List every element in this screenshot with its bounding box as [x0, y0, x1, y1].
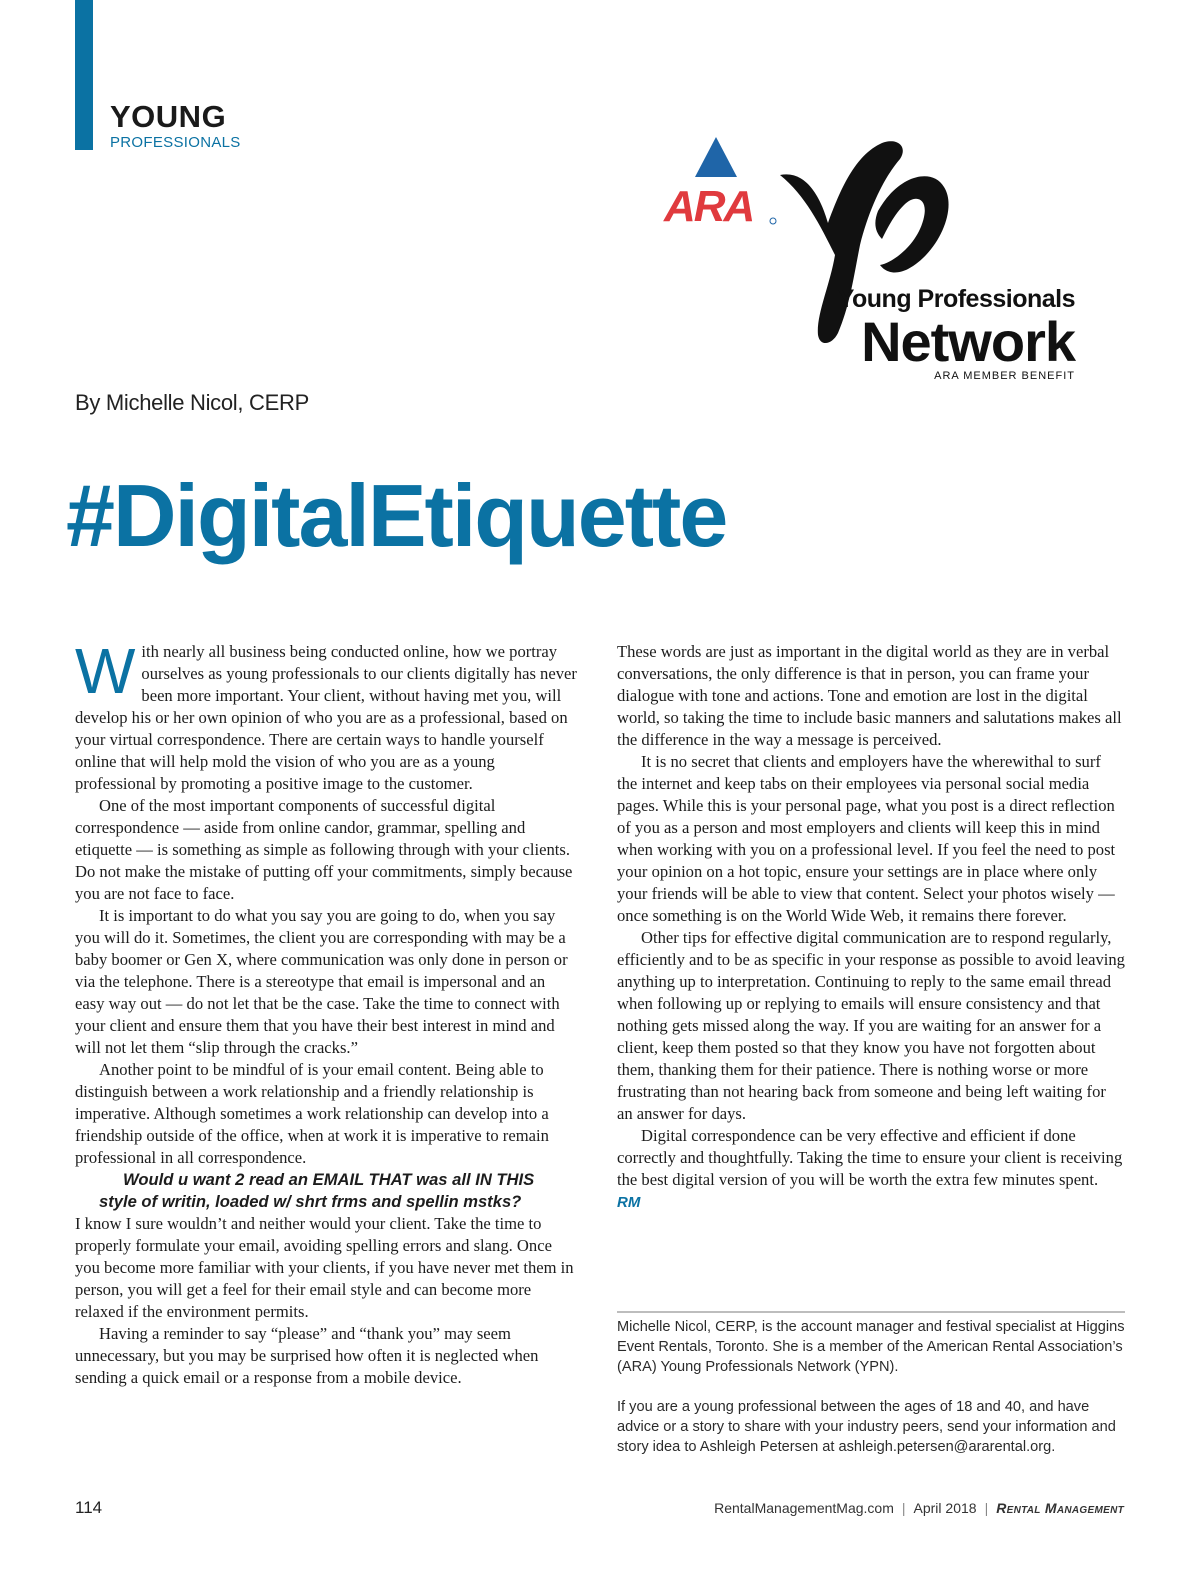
- pull-quote: [75, 1169, 577, 1191]
- submission-note: If you are a young professional between the ages of 18 and 40, and have advice or a story to share with your industry peers, send your information and story idea to Ashleigh Petersen at ashleigh.petersen@ararental.org.: [617, 1399, 1116, 1455]
- logo-yp-text: YP: [660, 135, 662, 136]
- logo-line1: Young Professionals: [837, 285, 1075, 313]
- pull-quote-continued: [75, 1191, 577, 1213]
- footer-separator: |: [901, 1500, 906, 1516]
- article-paragraph: [617, 1125, 1125, 1214]
- article-paragraph: One of the most important components of successful digital correspondence — aside from online candor, grammar, spelling and etiquette — is something as simple as following through with your clients. Do not make the mistake of putting off your commitments, simply because you are not face to face.: [75, 796, 573, 903]
- section-accent-bar: [75, 0, 93, 150]
- pull-quote-line1: Would u want 2 read an EMAIL THAT was all IN THIS: [123, 1170, 535, 1189]
- article-column-right: [617, 641, 1125, 1214]
- article-paragraph: These words are just as important in the digital world as they are in verbal conversations, the only difference is that in person, you can frame your dialogue with tone and actions. Tone and emotion are lost in the digital world, so taking the time to include basic manners and salutations makes all the difference in the way a message is perceived.: [617, 642, 1122, 749]
- ara-ypn-logo: [660, 135, 1090, 390]
- page-footer: [714, 1500, 1124, 1516]
- page-number: 114: [75, 1498, 103, 1517]
- footer-site: RentalManagementMag.com: [714, 1500, 894, 1516]
- logo-line2: Network: [861, 310, 1075, 373]
- footer-separator: |: [984, 1500, 989, 1516]
- article-paragraph: Other tips for effective digital communication are to respond regularly, efficiently and to be as specific in your response as possible to avoid leaving anything up to interpretation. Continuing to reply to the same email thread when following up or replying to emails will ensure consistency and that nothing gets missed along the way. If you are waiting for an answer for a client, keep them posted so that they know you have not forgotten about them, thanking them for their patience. There is nothing worse or more frustrating than not hearing back from someone and being left waiting for an answer for days.: [617, 928, 1125, 1123]
- section-subtitle: PROFESSIONALS: [110, 134, 241, 151]
- logo-ara-text: ARA: [664, 182, 754, 231]
- article-paragraph: It is important to do what you say you are going to do, when you say you will do it. Sometimes, the client you are corresponding with may be a baby boomer or Gen X, where communication was only done in person or via the telephone. There is a stereotype that email is impersonal and an easy way out — do not let that be the case. Take the time to connect with your client and ensure them that you have their best interest in mind and will not let them “slip through the cracks.”: [75, 906, 568, 1057]
- paragraph-text: ith nearly all business being conducted online, how we portray ourselves as young professionals to our clients digitally has never been more important. Your client, without having met you, will develop his or her own opinion of who you are as a professional, based on your virtual correspondence. There are certain ways to handle yourself online that will help mold the vision of who you are as a young professional by promoting a positive image to the customer.: [75, 642, 577, 793]
- article-paragraph: I know I sure wouldn’t and neither would your client. Take the time to properly formulate your email, avoiding spelling errors and slang. Once you become more familiar with your clients, if you have never met them in person, you will get a feel for their email style and can become more relaxed if the environment permits.: [75, 1214, 574, 1321]
- drop-cap: W: [75, 635, 136, 707]
- headline: #DigitalEtiquette: [66, 466, 727, 565]
- section-title: YOUNG: [110, 99, 227, 134]
- logo-graphic: [660, 135, 1090, 390]
- article-column-left: [75, 635, 577, 1389]
- article-paragraph: It is no secret that clients and employers have the wherewithal to surf the internet and keep tabs on their employees via personal social media pages. While this is your personal page, what you post is a direct reflection of you as a person and most employers and clients will keep this in mind when working with you on a professional level. If you feel the need to post your opinion on a hot topic, ensure your settings are in place where only your friends will be able to view that content. Select your photos wisely — once something is on the World Wide Web, it remains there forever.: [617, 752, 1116, 925]
- paragraph-text: Digital correspondence can be very effective and efficient if done correctly and thoughtfully. Taking the time to ensure your client is receiving the best digital version of you will be worth the extra few minutes spent.: [617, 1126, 1123, 1189]
- footer-issue: April 2018: [913, 1500, 977, 1516]
- bio-divider: [617, 1311, 1125, 1313]
- article-paragraph: [75, 635, 577, 795]
- byline: By Michelle Nicol, CERP: [75, 390, 309, 415]
- end-mark: RM: [617, 1194, 641, 1211]
- article-paragraph: Another point to be mindful of is your email content. Being able to distinguish between a work relationship and a friendly relationship is imperative. Although sometimes a work relationship can develop into a friendship outside of the office, when at work it is imperative to remain professional in all correspondence.: [75, 1060, 549, 1167]
- logo-line3: ARA MEMBER BENEFIT: [934, 370, 1075, 382]
- article-paragraph: Having a reminder to say “please” and “thank you” may seem unnecessary, but you may be surprised how often it is neglected when sending a quick email or a response from a mobile device.: [75, 1324, 539, 1387]
- author-bio: Michelle Nicol, CERP, is the account manager and festival specialist at Higgins Event Rentals, Toronto. She is a member of the American Rental Association’s (ARA) Young Professionals Network (YPN).: [617, 1319, 1125, 1375]
- footer-magazine: Rental Management: [996, 1500, 1124, 1516]
- pull-quote-line2: style of writin, loaded w/ shrt frms and spellin mstks?: [99, 1192, 522, 1211]
